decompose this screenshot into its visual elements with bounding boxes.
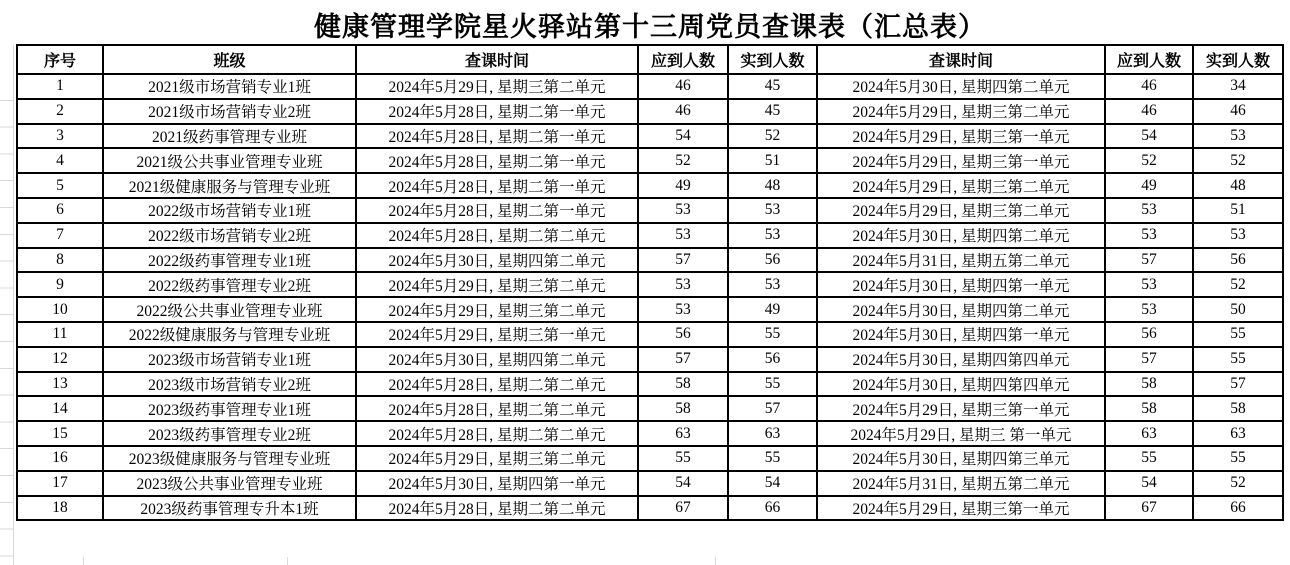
table-row: [17, 99, 1283, 124]
cell-no[interactable]: 5: [17, 173, 103, 198]
cell-actual-2[interactable]: 66: [1193, 496, 1283, 521]
cell-time-1[interactable]: 2024年5月28日, 星期二第二单元: [356, 372, 638, 397]
attendance-table: [16, 44, 1284, 521]
cell-actual-2[interactable]: 56: [1193, 248, 1283, 273]
header-cell-no[interactable]: 序号: [17, 45, 103, 74]
cell-actual-2[interactable]: 58: [1193, 396, 1283, 421]
spreadsheet-gridline-vertical: [13, 45, 14, 565]
spreadsheet-gridline-stub: [287, 557, 288, 565]
cell-actual-1[interactable]: 49: [728, 297, 817, 322]
cell-time-1[interactable]: 2024年5月29日, 星期三第二单元: [356, 446, 638, 471]
cell-time-2[interactable]: 2024年5月29日, 星期三第一单元: [817, 124, 1105, 149]
cell-actual-2[interactable]: 52: [1193, 272, 1283, 297]
table-row: [17, 173, 1283, 198]
cell-time-1[interactable]: 2024年5月28日, 星期二第一单元: [356, 198, 638, 223]
cell-actual-2[interactable]: 55: [1193, 446, 1283, 471]
cell-actual-1[interactable]: 55: [728, 372, 817, 397]
header-cell-time-2[interactable]: 查课时间: [817, 45, 1105, 74]
cell-time-1[interactable]: 2024年5月30日, 星期四第二单元: [356, 347, 638, 372]
cell-expected-2[interactable]: 63: [1105, 421, 1193, 446]
cell-actual-1[interactable]: 53: [728, 272, 817, 297]
cell-actual-1[interactable]: 55: [728, 322, 817, 347]
cell-expected-1[interactable]: 58: [638, 372, 728, 397]
cell-time-1[interactable]: 2024年5月29日, 星期三第一单元: [356, 322, 638, 347]
spreadsheet-gridlines-left: [0, 74, 14, 565]
header-cell-actual-2[interactable]: 实到人数: [1193, 45, 1283, 74]
cell-expected-1[interactable]: 58: [638, 396, 728, 421]
cell-actual-1[interactable]: 56: [728, 248, 817, 273]
cell-actual-1[interactable]: 45: [728, 99, 817, 124]
table-row: [17, 322, 1283, 347]
cell-actual-2[interactable]: 50: [1193, 297, 1283, 322]
cell-time-1[interactable]: 2024年5月29日, 星期三第二单元: [356, 74, 638, 99]
header-cell-actual-1[interactable]: 实到人数: [728, 45, 817, 74]
cell-time-1[interactable]: 2024年5月30日, 星期四第二单元: [356, 248, 638, 273]
header-cell-expected-1[interactable]: 应到人数: [638, 45, 728, 74]
cell-time-1[interactable]: 2024年5月29日, 星期三第二单元: [356, 297, 638, 322]
cell-class[interactable]: 2023级公共事业管理专业班: [103, 471, 356, 496]
cell-expected-1[interactable]: 53: [638, 223, 728, 248]
cell-expected-1[interactable]: 53: [638, 198, 728, 223]
table-row: [17, 198, 1283, 223]
cell-expected-2[interactable]: 46: [1105, 99, 1193, 124]
header-row: [17, 45, 1283, 74]
cell-time-2[interactable]: 2024年5月31日, 星期五第二单元: [817, 248, 1105, 273]
cell-expected-2[interactable]: 54: [1105, 471, 1193, 496]
cell-class[interactable]: 2021级公共事业管理专业班: [103, 148, 356, 173]
table-row: [17, 272, 1283, 297]
cell-expected-1[interactable]: 52: [638, 148, 728, 173]
cell-class[interactable]: 2023级药事管理专业2班: [103, 421, 356, 446]
cell-time-1[interactable]: 2024年5月30日, 星期四第一单元: [356, 471, 638, 496]
table-row: [17, 372, 1283, 397]
table-row: [17, 446, 1283, 471]
cell-no[interactable]: 10: [17, 297, 103, 322]
cell-expected-2[interactable]: 49: [1105, 173, 1193, 198]
cell-no[interactable]: 17: [17, 471, 103, 496]
cell-time-1[interactable]: 2024年5月28日, 星期二第二单元: [356, 421, 638, 446]
page-title: 健康管理学院星火驿站第十三周党员查课表（汇总表）: [314, 12, 986, 42]
cell-time-1[interactable]: 2024年5月29日, 星期三第二单元: [356, 272, 638, 297]
header-cell-class[interactable]: 班级: [103, 45, 356, 74]
attendance-table-wrapper: [16, 44, 1284, 521]
cell-class[interactable]: 2023级市场营销专业1班: [103, 347, 356, 372]
cell-expected-2[interactable]: 55: [1105, 446, 1193, 471]
cell-time-1[interactable]: 2024年5月28日, 星期二第二单元: [356, 396, 638, 421]
cell-class[interactable]: 2022级市场营销专业1班: [103, 198, 356, 223]
cell-actual-1[interactable]: 45: [728, 74, 817, 99]
header-cell-expected-2[interactable]: 应到人数: [1105, 45, 1193, 74]
cell-time-1[interactable]: 2024年5月28日, 星期二第二单元: [356, 496, 638, 521]
cell-class[interactable]: 2023级市场营销专业2班: [103, 372, 356, 397]
table-row: [17, 223, 1283, 248]
cell-time-2[interactable]: 2024年5月30日, 星期四第四单元: [817, 347, 1105, 372]
cell-class[interactable]: 2022级药事管理专业2班: [103, 272, 356, 297]
cell-no[interactable]: 16: [17, 446, 103, 471]
cell-expected-1[interactable]: 56: [638, 322, 728, 347]
cell-expected-1[interactable]: 67: [638, 496, 728, 521]
cell-time-1[interactable]: 2024年5月28日, 星期二第一单元: [356, 124, 638, 149]
cell-expected-2[interactable]: 46: [1105, 74, 1193, 99]
cell-time-2[interactable]: 2024年5月31日, 星期五第二单元: [817, 471, 1105, 496]
cell-class[interactable]: 2022级健康服务与管理专业班: [103, 322, 356, 347]
cell-time-1[interactable]: 2024年5月28日, 星期二第一单元: [356, 173, 638, 198]
cell-actual-2[interactable]: 48: [1193, 173, 1283, 198]
cell-class[interactable]: 2023级药事管理专业1班: [103, 396, 356, 421]
cell-no[interactable]: 14: [17, 396, 103, 421]
cell-actual-1[interactable]: 53: [728, 198, 817, 223]
cell-actual-2[interactable]: 52: [1193, 148, 1283, 173]
table-row: [17, 74, 1283, 99]
cell-no[interactable]: 2: [17, 99, 103, 124]
cell-class[interactable]: 2023级健康服务与管理专业班: [103, 446, 356, 471]
cell-expected-1[interactable]: 53: [638, 297, 728, 322]
cell-time-2[interactable]: 2024年5月30日, 星期四第二单元: [817, 74, 1105, 99]
cell-time-2[interactable]: 2024年5月29日, 星期三第一单元: [817, 148, 1105, 173]
cell-time-1[interactable]: 2024年5月28日, 星期二第二单元: [356, 223, 638, 248]
cell-class[interactable]: 2021级药事管理专业班: [103, 124, 356, 149]
cell-actual-1[interactable]: 48: [728, 173, 817, 198]
cell-class[interactable]: 2021级健康服务与管理专业班: [103, 173, 356, 198]
cell-expected-2[interactable]: 58: [1105, 396, 1193, 421]
cell-class[interactable]: 2022级公共事业管理专业班: [103, 297, 356, 322]
cell-expected-1[interactable]: 54: [638, 124, 728, 149]
cell-expected-2[interactable]: 53: [1105, 223, 1193, 248]
cell-expected-1[interactable]: 46: [638, 99, 728, 124]
cell-no[interactable]: 4: [17, 148, 103, 173]
cell-expected-2[interactable]: 57: [1105, 347, 1193, 372]
cell-actual-2[interactable]: 53: [1193, 124, 1283, 149]
table-row: [17, 124, 1283, 149]
table-row: [17, 471, 1283, 496]
cell-expected-1[interactable]: 46: [638, 74, 728, 99]
spreadsheet-gridline-stub: [83, 557, 84, 565]
cell-actual-1[interactable]: 52: [728, 124, 817, 149]
cell-time-2[interactable]: 2024年5月30日, 星期四第一单元: [817, 322, 1105, 347]
cell-class[interactable]: 2022级药事管理专业1班: [103, 248, 356, 273]
cell-expected-1[interactable]: 53: [638, 272, 728, 297]
cell-actual-1[interactable]: 56: [728, 347, 817, 372]
cell-actual-1[interactable]: 53: [728, 223, 817, 248]
cell-expected-2[interactable]: 53: [1105, 198, 1193, 223]
cell-expected-2[interactable]: 67: [1105, 496, 1193, 521]
cell-time-2[interactable]: 2024年5月30日, 星期四第二单元: [817, 297, 1105, 322]
cell-actual-2[interactable]: 53: [1193, 223, 1283, 248]
cell-actual-1[interactable]: 51: [728, 148, 817, 173]
cell-time-2[interactable]: 2024年5月29日, 星期三第二单元: [817, 198, 1105, 223]
cell-class[interactable]: 2021级市场营销专业1班: [103, 74, 356, 99]
cell-time-2[interactable]: 2024年5月30日, 星期四第四单元: [817, 372, 1105, 397]
cell-expected-2[interactable]: 54: [1105, 124, 1193, 149]
cell-time-2[interactable]: 2024年5月29日, 星期三第二单元: [817, 173, 1105, 198]
cell-actual-2[interactable]: 55: [1193, 322, 1283, 347]
cell-time-2[interactable]: 2024年5月29日, 星期三第一单元: [817, 496, 1105, 521]
table-row: [17, 248, 1283, 273]
cell-actual-2[interactable]: 34: [1193, 74, 1283, 99]
cell-time-2[interactable]: 2024年5月29日, 星期三第二单元: [817, 99, 1105, 124]
cell-no[interactable]: 6: [17, 198, 103, 223]
cell-no[interactable]: 7: [17, 223, 103, 248]
cell-expected-1[interactable]: 55: [638, 446, 728, 471]
cell-actual-2[interactable]: 46: [1193, 99, 1283, 124]
cell-no[interactable]: 18: [17, 496, 103, 521]
cell-expected-2[interactable]: 58: [1105, 372, 1193, 397]
cell-no[interactable]: 12: [17, 347, 103, 372]
table-row: [17, 347, 1283, 372]
cell-actual-2[interactable]: 55: [1193, 347, 1283, 372]
cell-expected-1[interactable]: 49: [638, 173, 728, 198]
cell-no[interactable]: 3: [17, 124, 103, 149]
spreadsheet-gridline-stub: [715, 557, 716, 565]
cell-expected-2[interactable]: 52: [1105, 148, 1193, 173]
header-cell-time-1[interactable]: 查课时间: [356, 45, 638, 74]
table-row: [17, 297, 1283, 322]
cell-expected-1[interactable]: 63: [638, 421, 728, 446]
cell-expected-2[interactable]: 56: [1105, 322, 1193, 347]
cell-time-2[interactable]: 2024年5月30日, 星期四第一单元: [817, 272, 1105, 297]
cell-no[interactable]: 1: [17, 74, 103, 99]
cell-no[interactable]: 8: [17, 248, 103, 273]
table-row: [17, 148, 1283, 173]
cell-actual-1[interactable]: 63: [728, 421, 817, 446]
cell-expected-1[interactable]: 57: [638, 347, 728, 372]
cell-actual-2[interactable]: 63: [1193, 421, 1283, 446]
cell-actual-1[interactable]: 55: [728, 446, 817, 471]
cell-class[interactable]: 2022级市场营销专业2班: [103, 223, 356, 248]
cell-no[interactable]: 9: [17, 272, 103, 297]
cell-expected-1[interactable]: 57: [638, 248, 728, 273]
cell-no[interactable]: 11: [17, 322, 103, 347]
cell-expected-2[interactable]: 53: [1105, 272, 1193, 297]
table-row: [17, 496, 1283, 521]
cell-expected-2[interactable]: 53: [1105, 297, 1193, 322]
cell-time-2[interactable]: 2024年5月30日, 星期四第三单元: [817, 446, 1105, 471]
cell-class[interactable]: 2021级市场营销专业2班: [103, 99, 356, 124]
cell-actual-2[interactable]: 57: [1193, 372, 1283, 397]
cell-actual-1[interactable]: 57: [728, 396, 817, 421]
table-row: [17, 396, 1283, 421]
cell-time-2[interactable]: 2024年5月29日, 星期三 第一单元: [817, 421, 1105, 446]
cell-no[interactable]: 15: [17, 421, 103, 446]
cell-actual-2[interactable]: 51: [1193, 198, 1283, 223]
cell-expected-1[interactable]: 54: [638, 471, 728, 496]
cell-actual-1[interactable]: 54: [728, 471, 817, 496]
table-row: [17, 421, 1283, 446]
cell-expected-2[interactable]: 57: [1105, 248, 1193, 273]
cell-class[interactable]: 2023级药事管理专升本1班: [103, 496, 356, 521]
cell-time-1[interactable]: 2024年5月28日, 星期二第一单元: [356, 148, 638, 173]
cell-actual-2[interactable]: 52: [1193, 471, 1283, 496]
cell-time-2[interactable]: 2024年5月30日, 星期四第二单元: [817, 223, 1105, 248]
cell-time-2[interactable]: 2024年5月29日, 星期三第一单元: [817, 396, 1105, 421]
cell-no[interactable]: 13: [17, 372, 103, 397]
cell-actual-1[interactable]: 66: [728, 496, 817, 521]
cell-time-1[interactable]: 2024年5月28日, 星期二第一单元: [356, 99, 638, 124]
